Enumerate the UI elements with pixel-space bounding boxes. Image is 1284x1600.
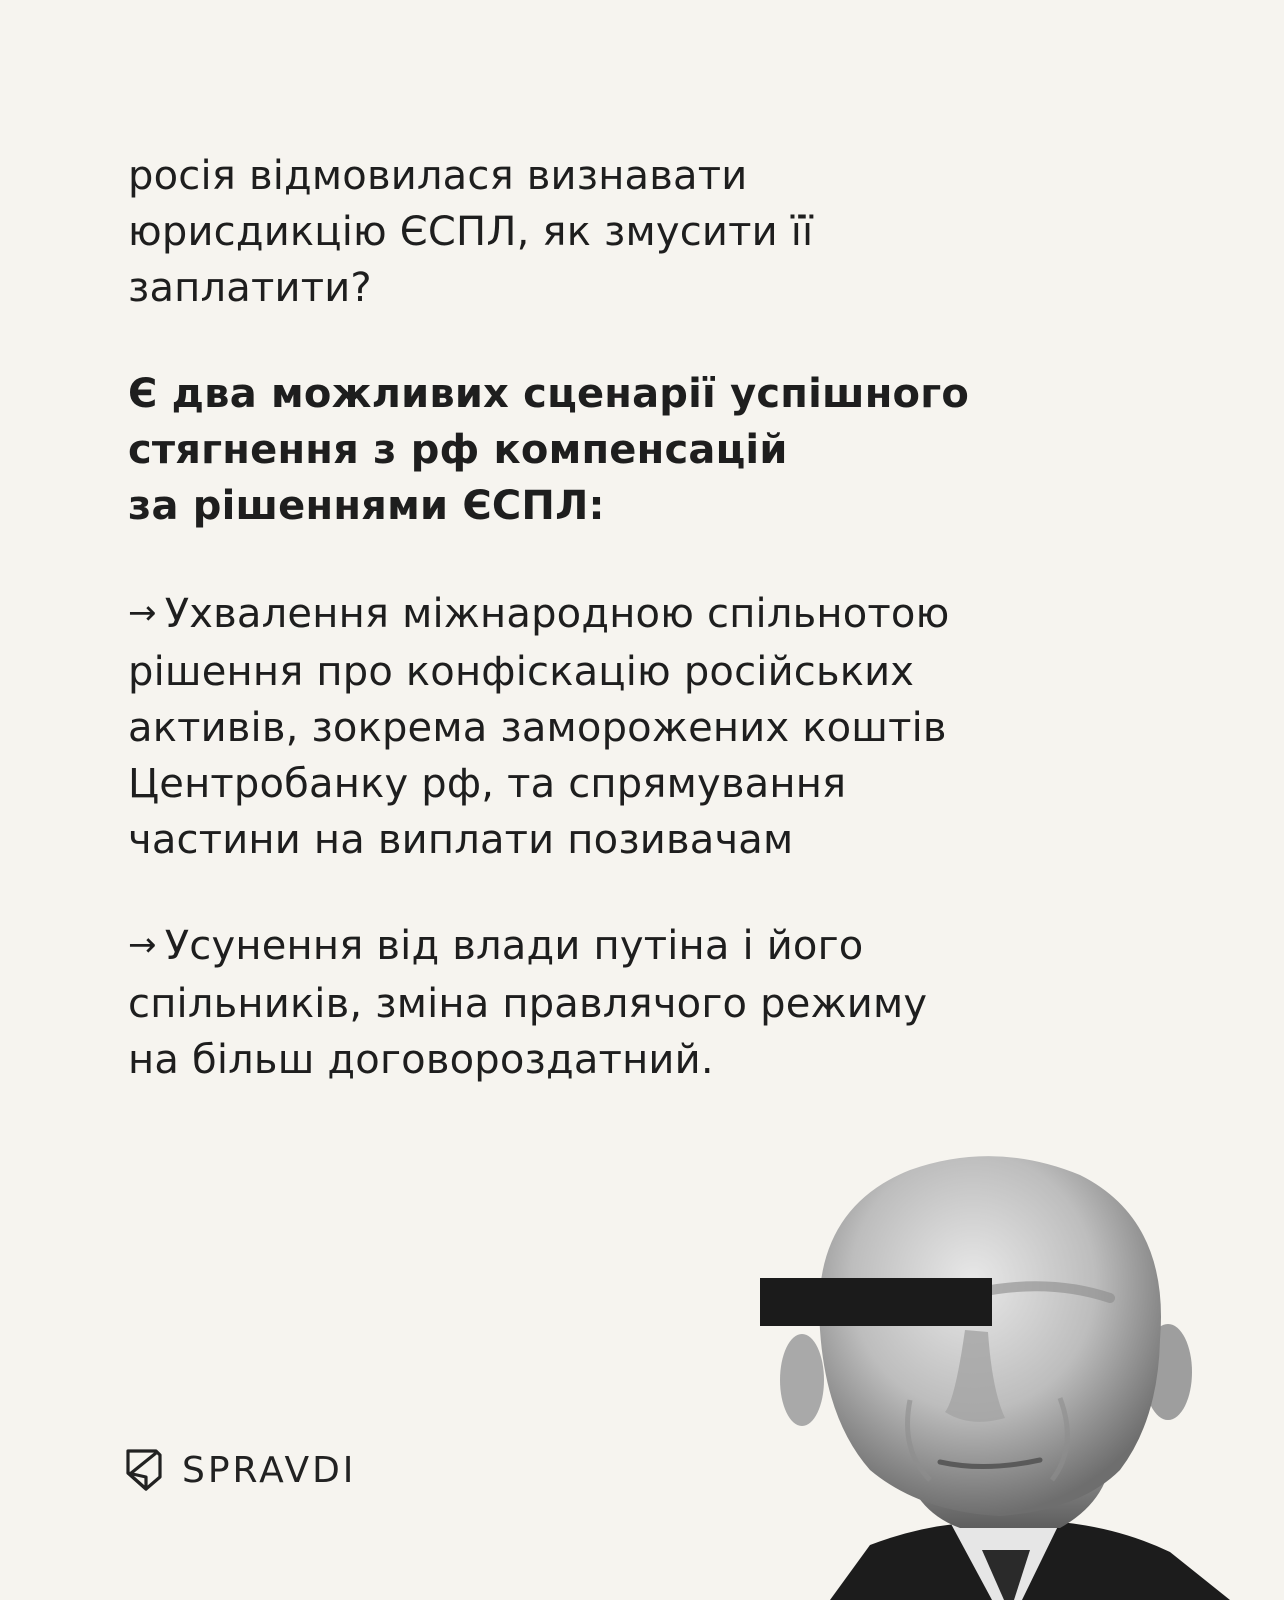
- spravdi-logo: [122, 1446, 356, 1494]
- arrow-right-icon: →: [128, 593, 157, 633]
- bullet-line: Ухвалення міжнародною спільнотою: [164, 591, 950, 637]
- scenario-bullet-2: [128, 918, 1128, 1088]
- intro-line: заплатити?: [128, 265, 372, 311]
- lead-line: за рішеннями ЄСПЛ:: [128, 483, 605, 529]
- scenario-bullet-1: [128, 586, 1128, 868]
- portrait-photo: [760, 1150, 1284, 1600]
- intro-line: росія відмовилася визнавати: [128, 153, 748, 199]
- arrow-right-icon: →: [128, 925, 157, 965]
- intro-line: юрисдикцію ЄСПЛ, як змусити її: [128, 209, 814, 255]
- bullet-line: на більш договороздатний.: [128, 1037, 714, 1083]
- lead-statement: [128, 366, 1128, 534]
- bullet-line: Центробанку рф, та спрямування: [128, 761, 847, 807]
- article-content: [128, 148, 1128, 1138]
- bullet-line: рішення про конфіскацію російських: [128, 649, 915, 695]
- logo-wordmark: SPRAVDI: [182, 1449, 357, 1491]
- bullet-line: частини на виплати позивачам: [128, 817, 794, 863]
- lead-line: стягнення з рф компенсацій: [128, 427, 788, 473]
- spravdi-logo-icon: [122, 1447, 166, 1493]
- bullet-line: спільників, зміна правлячого режиму: [128, 981, 928, 1027]
- intro-question: [128, 148, 1128, 316]
- bullet-line: активів, зокрема заморожених коштів: [128, 705, 947, 751]
- bullet-line: Усунення від влади путіна і його: [164, 923, 864, 969]
- censor-bar: [760, 1278, 992, 1326]
- lead-line: Є два можливих сценарії успішного: [128, 371, 969, 417]
